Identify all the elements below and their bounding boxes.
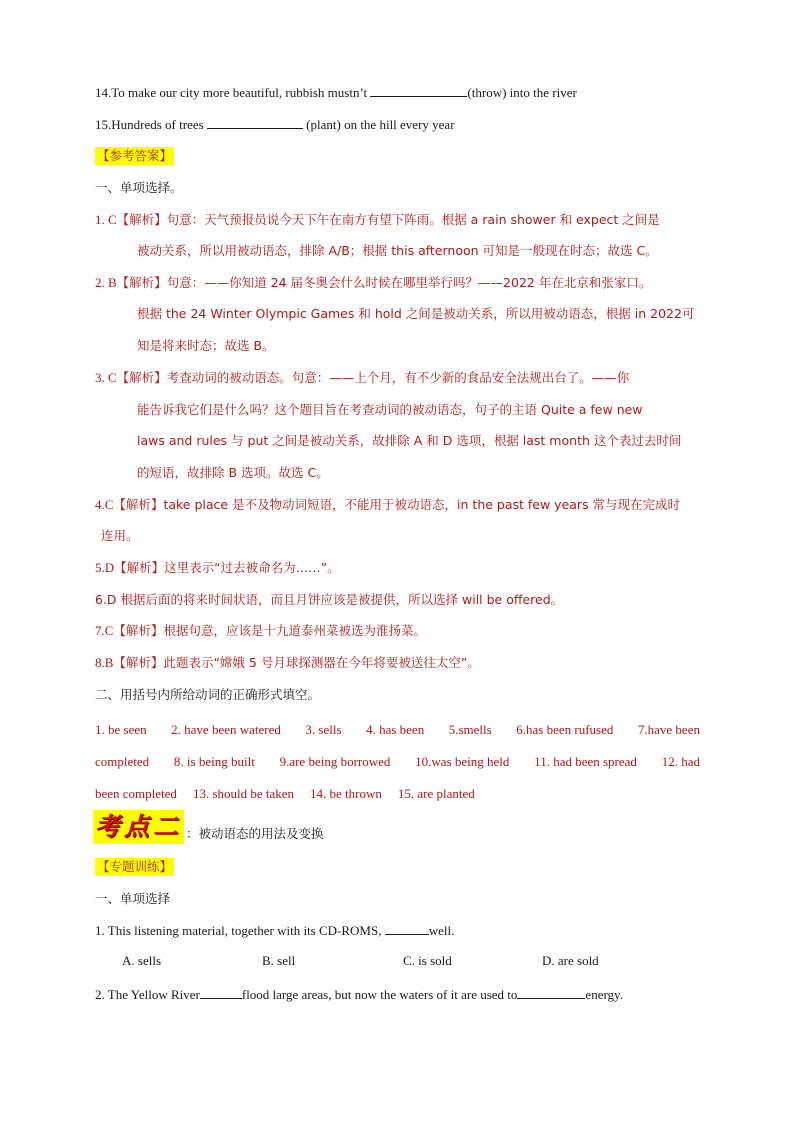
reference-answer-tag: 【参考答案】 (97, 148, 173, 163)
answer-blank (517, 985, 585, 999)
option-d: D. are sold (542, 953, 599, 968)
kaodian-badge: 考点二 (93, 810, 184, 844)
answer-3-line-4: 的短语，故排除 B 选项。故选 C。 (137, 465, 329, 480)
section-3-title: 一、单项选择 (95, 891, 171, 906)
answer-5: 5.D【解析】这里表示“过去被命名为……”。 (95, 560, 340, 575)
training-question-2: 2. The Yellow River flood large areas, but now the waters of it are used to energy. (95, 987, 623, 1002)
answer-1-line-2: 被动关系，所以用被动语态，排除 A/B；根据 this afternoon 可知是一般现在时态；故选 C。 (137, 243, 658, 258)
answer-blank (370, 83, 467, 97)
answer-6: 6.D 根据后面的将来时间状语，而且月饼应该是被提供，所以选择 will be offered。 (95, 592, 564, 607)
option-b: B. sell (262, 953, 296, 968)
answer-2-line-2: 根据 the 24 Winter Olympic Games 和 hold 之间是被动关系，所以用被动语态，根据 in 2022可 (137, 306, 695, 321)
answer-4: 4.C【解析】take place 是不及物动词短语，不能用于被动语态，in the past few years 常与现在完成时 (95, 497, 681, 512)
option-c: C. is sold (403, 953, 452, 968)
question-15: 15.Hundreds of trees (plant) on the hill every year (95, 117, 455, 132)
answer-3: 3. C【解析】考查动词的被动语态。句意：——上个月，有不少新的食品安全法规出台了。——你 (95, 370, 630, 385)
answer-2-line-3: 知是将来时态；故选 B。 (137, 338, 275, 353)
fill-answers (95, 721, 700, 817)
answer-2: 2. B【解析】句意：——你知道 24 届冬奥会什么时候在哪里举行吗？——2022 年在北京和张家口。 (95, 275, 652, 290)
fill-answers-row-1: 1. be seen 2. have been watered 3. sells 4. has been 5.smells 6.has been rufused 7.have been (95, 722, 700, 737)
answer-3-line-2: 能告诉我它们是什么吗？这个题目旨在考查动词的被动语态，句子的主语 Quite a few new (137, 402, 643, 417)
section-1-title: 一、单项选择。 (95, 180, 183, 195)
section-2-title: 二、用括号内所给动词的正确形式填空。 (95, 687, 321, 702)
answer-7: 7.C【解析】根据句意，应该是十九道泰州菜被选为淮扬菜。 (95, 623, 426, 638)
option-a: A. sells (122, 953, 161, 968)
kaodian-heading (93, 810, 324, 844)
answer-8: 8.B【解析】此题表示“嫦娥 5 号月球探测器在今年将要被送往太空”。 (95, 655, 480, 670)
answer-1: 1. C【解析】句意：天气预报员说今天下午在南方有望下阵雨。根据 a rain shower 和 expect 之间是 (95, 212, 660, 227)
question-14: 14.To make our city more beautiful, rubbish mustn’t (throw) into the river (95, 85, 577, 100)
fill-answers-row-3: been completed 13. should be taken 14. be thrown 15. are planted (95, 786, 475, 801)
training-question-1: 1. This listening material, together with its CD-ROMS, well. (95, 923, 455, 938)
kaodian-subtitle: ：被动语态的用法及变换 (186, 826, 324, 841)
fill-answers-row-2: completed 8. is being built 9.are being borrowed 10.was being held 11. had been spread 12. had (95, 754, 700, 769)
answer-3-line-3: laws and rules 与 put 之间是被动关系，故排除 A 和 D 选项，根据 last month 这个表过去时间 (137, 433, 682, 448)
answer-blank (207, 115, 303, 129)
answer-blank (200, 985, 242, 999)
training-tag: 【专题训练】 (97, 859, 173, 874)
answer-blank (385, 921, 429, 935)
answer-4-line-2: 连用。 (101, 528, 139, 543)
